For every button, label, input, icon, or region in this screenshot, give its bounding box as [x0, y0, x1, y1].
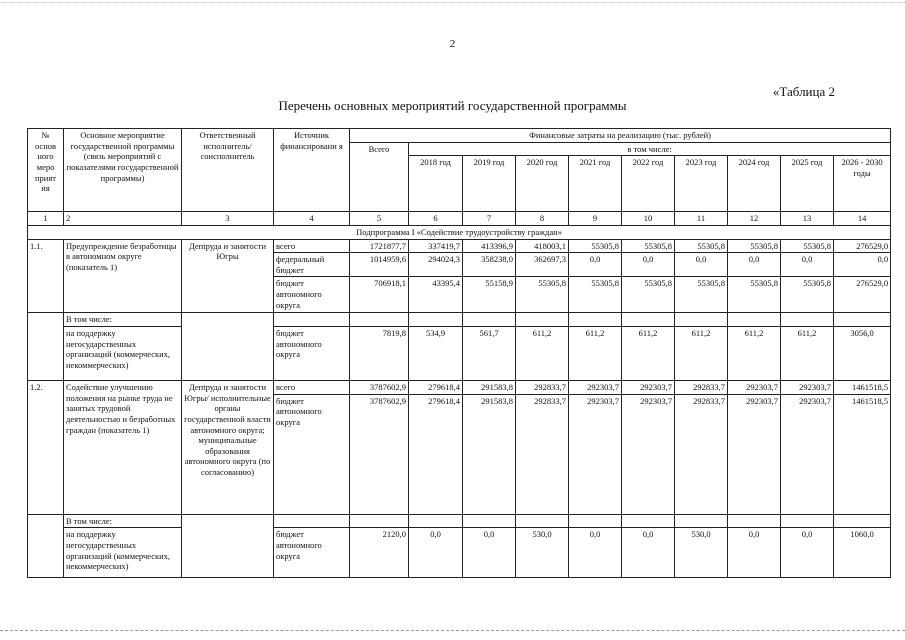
- value-cell: 292303,7: [569, 394, 622, 514]
- value-cell: 0,0: [622, 253, 675, 277]
- source-label: всего: [274, 381, 350, 395]
- value-cell: 276529,0: [834, 239, 891, 253]
- header-executor: Ответственный исполнитель/ соисполнитель: [182, 129, 274, 212]
- col-number: 4: [274, 212, 350, 226]
- source-label: всего: [274, 239, 350, 253]
- value-cell: 0,0: [622, 528, 675, 578]
- value-cell: 292833,7: [516, 394, 569, 514]
- measure-name: Предупреждение безработицы в автономном округе (показатель 1): [64, 239, 182, 313]
- value-cell: 0,0: [781, 528, 834, 578]
- value-cell: 55305,8: [516, 277, 569, 313]
- empty-cell: [28, 528, 64, 578]
- value-cell: 1461518,5: [834, 394, 891, 514]
- value-cell: 611,2: [781, 327, 834, 381]
- header-row-1: [28, 129, 891, 143]
- source-label: бюджет автономного округа: [274, 277, 350, 313]
- col-number: 14: [834, 212, 891, 226]
- empty-cell: [28, 327, 64, 381]
- value-cell: 362697,3: [516, 253, 569, 277]
- value-cell: 55305,8: [622, 239, 675, 253]
- table-row: [28, 313, 891, 327]
- sub-measure-name: на поддержку негосударственных организаций (коммерческих, некоммерческих): [64, 528, 182, 578]
- value-cell: 55305,8: [728, 277, 781, 313]
- header-financial: Финансовые затраты на реализацию (тыс. рублей): [350, 129, 891, 143]
- subprogram-title: Подпрограмма I «Содействие трудоустройству граждан»: [28, 225, 891, 239]
- value-cell: 43395,4: [409, 277, 463, 313]
- header-year: 2024 год: [728, 156, 781, 212]
- value-cell: 337419,7: [409, 239, 463, 253]
- table-row: [28, 327, 891, 381]
- col-number: 6: [409, 212, 463, 226]
- value-cell: 292303,7: [728, 394, 781, 514]
- table-row: [28, 514, 891, 528]
- header-year: 2021 год: [569, 156, 622, 212]
- source-label: федеральный бюджет: [274, 253, 350, 277]
- value-cell: 55305,8: [622, 277, 675, 313]
- bottom-scan-edge: [0, 630, 905, 631]
- value-cell: 0,0: [781, 253, 834, 277]
- empty-cell: [28, 514, 64, 528]
- header-year: 2022 год: [622, 156, 675, 212]
- col-number: 8: [516, 212, 569, 226]
- including-label: В том числе:: [64, 313, 182, 327]
- value-cell: 1014959,6: [350, 253, 409, 277]
- empty-cell: [182, 313, 274, 327]
- value-cell: 0,0: [409, 528, 463, 578]
- col-number: 9: [569, 212, 622, 226]
- value-cell: 706918,1: [350, 277, 409, 313]
- empty-cell: [274, 313, 350, 327]
- header-num: № основ ного меро прият ия: [28, 129, 64, 212]
- table-row: [28, 528, 891, 578]
- value-cell: 0,0: [569, 528, 622, 578]
- value-cell: 291583,8: [463, 394, 516, 514]
- value-cell: 530,0: [516, 528, 569, 578]
- value-cell: 55305,8: [728, 239, 781, 253]
- col-number: 10: [622, 212, 675, 226]
- value-cell: 292303,7: [781, 394, 834, 514]
- value-cell: 0,0: [728, 253, 781, 277]
- value-cell: 611,2: [622, 327, 675, 381]
- empty-cell: [182, 327, 274, 381]
- value-cell: 291583,8: [463, 381, 516, 395]
- subprogram-row: [28, 225, 891, 239]
- value-cell: 55305,8: [569, 239, 622, 253]
- col-number: 1: [28, 212, 64, 226]
- value-cell: 55305,8: [781, 277, 834, 313]
- empty-cell: [182, 514, 274, 528]
- value-cell: 0,0: [569, 253, 622, 277]
- value-cell: 55305,8: [569, 277, 622, 313]
- col-number: 5: [350, 212, 409, 226]
- value-cell: 358238,0: [463, 253, 516, 277]
- value-cell: 294024,3: [409, 253, 463, 277]
- value-cell: 413396,9: [463, 239, 516, 253]
- value-cell: 279618,4: [409, 394, 463, 514]
- value-cell: 55305,8: [675, 277, 728, 313]
- value-cell: 611,2: [675, 327, 728, 381]
- value-cell: 0,0: [463, 528, 516, 578]
- value-cell: 292833,7: [675, 381, 728, 395]
- col-number: 12: [728, 212, 781, 226]
- col-number: 3: [182, 212, 274, 226]
- value-cell: 1461518,5: [834, 381, 891, 395]
- table-row: [28, 381, 891, 395]
- col-number: 13: [781, 212, 834, 226]
- value-cell: 534,9: [409, 327, 463, 381]
- header-year: 2020 год: [516, 156, 569, 212]
- value-cell: 292303,7: [728, 381, 781, 395]
- value-cell: 292833,7: [516, 381, 569, 395]
- value-cell: 611,2: [516, 327, 569, 381]
- source-label: бюджет автономного округа: [274, 327, 350, 381]
- value-cell: 276529,0: [834, 277, 891, 313]
- program-measures-table: [27, 128, 891, 578]
- header-source: Источник финансировани я: [274, 129, 350, 212]
- header-year: 2023 год: [675, 156, 728, 212]
- value-cell: 561,7: [463, 327, 516, 381]
- measure-executor: Депtруда и занятости Югры/ исполнительные органы государственной власти автономного округа; муниципальные образования автономного округа (по согласованию): [182, 381, 274, 515]
- header-including: в том числе:: [409, 142, 891, 156]
- value-cell: 292303,7: [622, 394, 675, 514]
- empty-cell: [274, 514, 350, 528]
- table-reference: «Таблица 2: [772, 84, 835, 99]
- top-scan-edge: [0, 2, 905, 3]
- measure-number: 1.2.: [28, 381, 64, 515]
- value-cell: 292303,7: [622, 381, 675, 395]
- source-label: бюджет автономного округа: [274, 528, 350, 578]
- value-cell: 7819,8: [350, 327, 409, 381]
- source-label: бюджет автономного округа: [274, 394, 350, 514]
- value-cell: 3787602,9: [350, 381, 409, 395]
- col-number: 2: [64, 212, 182, 226]
- including-label: В том числе:: [64, 514, 182, 528]
- value-cell: 292303,7: [569, 381, 622, 395]
- header-total: Всего: [350, 142, 409, 212]
- value-cell: 55158,9: [463, 277, 516, 313]
- table-row: [28, 239, 891, 253]
- value-cell: 55305,8: [675, 239, 728, 253]
- value-cell: 0,0: [834, 253, 891, 277]
- value-cell: 418003,1: [516, 239, 569, 253]
- value-cell: 279618,4: [409, 381, 463, 395]
- col-number: 11: [675, 212, 728, 226]
- value-cell: 55305,8: [781, 239, 834, 253]
- measure-executor: Депtруда и занятости Югры: [182, 239, 274, 313]
- header-year: 2019 год: [463, 156, 516, 212]
- header-year: 2018 год: [409, 156, 463, 212]
- value-cell: 1060,0: [834, 528, 891, 578]
- value-cell: 530,0: [675, 528, 728, 578]
- measure-name: Содействие улучшению положения на рынке труда не занятых трудовой деятельностью и безработных граждан (показатель 1): [64, 381, 182, 515]
- value-cell: 611,2: [569, 327, 622, 381]
- column-number-row: [28, 212, 891, 226]
- page-number: 2: [449, 38, 456, 50]
- header-year: 2026 - 2030 годы: [834, 156, 891, 212]
- value-cell: 0,0: [728, 528, 781, 578]
- value-cell: 611,2: [728, 327, 781, 381]
- measure-number: 1.1.: [28, 239, 64, 313]
- value-cell: 292833,7: [675, 394, 728, 514]
- value-cell: 1721877,7: [350, 239, 409, 253]
- document-title: Перечень основных мероприятий государственной программы: [278, 98, 627, 113]
- value-cell: 3787602,9: [350, 394, 409, 514]
- col-number: 7: [463, 212, 516, 226]
- header-measure: Основное мероприятие государственной программы (связь мероприятий с показателями государственной программы): [64, 129, 182, 212]
- value-cell: 0,0: [675, 253, 728, 277]
- empty-cell: [28, 313, 64, 327]
- value-cell: 2120,0: [350, 528, 409, 578]
- empty-cell: [182, 528, 274, 578]
- value-cell: 3056,0: [834, 327, 891, 381]
- header-year: 2025 год: [781, 156, 834, 212]
- value-cell: 292303,7: [781, 381, 834, 395]
- sub-measure-name: на поддержку негосударственных организаций (коммерческих, некоммерческих): [64, 327, 182, 381]
